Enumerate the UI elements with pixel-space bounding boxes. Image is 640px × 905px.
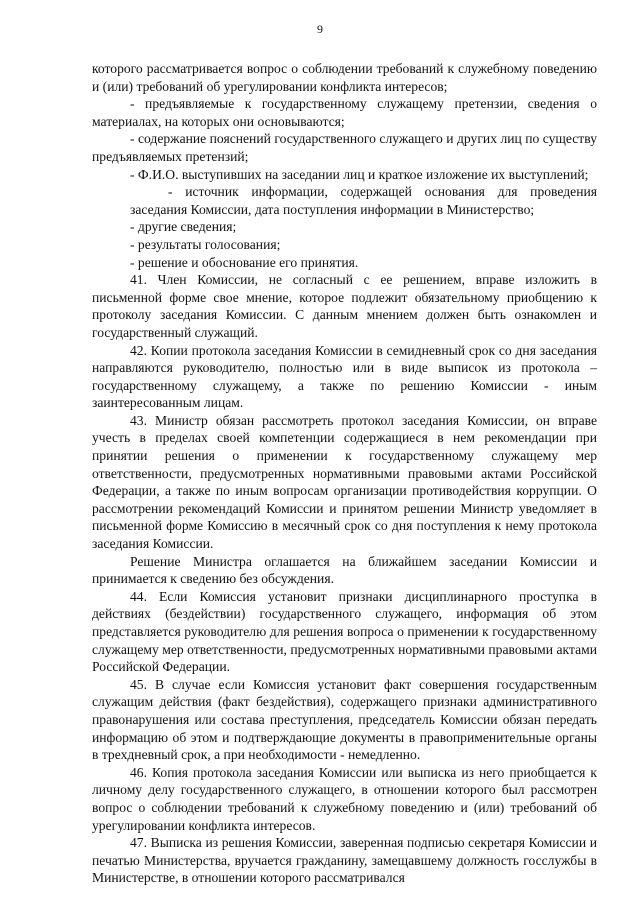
- paragraph-41: 41. Член Комиссии, не согласный с ее решением, вправе изложить в письменной форме свое мнение, которое подлежит обязательному приобщению к протоколу заседания Комиссии. С данным мнением должен быть ознакомлен и государственный служащий.: [92, 272, 597, 340]
- list-item-decision: - решение и обоснование его принятия.: [130, 254, 359, 270]
- paragraph-46: 46. Копия протокола заседания Комиссии или выписка из него приобщается к личному делу государственного служащего, в отношении которого был рассмотрен вопрос о соблюдении требований к служебному поведению и (или) требований об урегулировании конфликта интересов.: [92, 764, 597, 833]
- paragraph-42: 42. Копии протокола заседания Комиссии в семидневный срок со дня заседания направляются руководителю, полностью или в виде выписок из протокола – государственному служащему, а также по решению Комиссии - иным заинтересованным лицам.: [92, 342, 597, 411]
- list-item-speakers: - Ф.И.О. выступивших на заседании лиц и краткое изложение их выступлений;: [130, 166, 589, 182]
- list-item-claims: - предъявляемые к государственному служащему претензии, сведения о материалах, на которых они основываются;: [92, 96, 597, 129]
- list-item-explanations: - содержание пояснений государственного служащего и других лиц по существу предъявляемых претензий;: [92, 131, 597, 164]
- paragraph-44: 44. Если Комиссия установит признаки дисциплинарного проступка в действиях (бездействии) государственного служащего, информация об этом представляется руководителю для решения вопроса о применении к государственному служащему мер ответственности, предусмотренных нормативными правовыми актами Российской Федерации.: [92, 588, 597, 675]
- paragraph-continuation: которого рассматривается вопрос о соблюдении требований к служебному поведению и (или) требований об урегулировании конфликта интересов;: [92, 61, 597, 94]
- document-body: [92, 60, 597, 887]
- paragraph-47: 47. Выписка из решения Комиссии, заверенная подписью секретаря Комиссии и печатью Министерства, вручается гражданину, замещавшему должность госслужбы в Министерстве, в отношении которого рассматривался: [92, 835, 597, 886]
- page-number: 9: [317, 22, 323, 36]
- list-item-other-info: - другие сведения;: [130, 219, 237, 235]
- list-item-voting-results: - результаты голосования;: [130, 236, 281, 252]
- paragraph-43: 43. Министр обязан рассмотреть протокол заседания Комиссии, он вправе учесть в пределах своей компетенции содержащиеся в нем рекомендации при принятии решения о применении к государственному служащему мер ответственности, предусмотренных нормативными правовыми актами Российской Федерации, а также по иным вопросам организации противодействия коррупции. О рассмотрении рекомендаций Комиссии и принятом решении Министр уведомляет в письменной форме Комиссию в месячный срок со дня поступления к нему протокола заседания Комиссии.: [92, 412, 597, 552]
- paragraph-45: 45. В случае если Комиссия установит факт совершения государственным служащим действия (факт бездействия), содержащего признаки административного правонарушения или состава преступления, председатель Комиссии обязан передать информацию об этом и подтверждающие документы в правоприменительные органы в трехдневный срок, а при необходимости - немедленно.: [92, 676, 597, 763]
- list-item-information-source: - источник информации, содержащей основания для проведения заседания Комиссии, дата поступления информации в Министерство;: [130, 184, 597, 217]
- paragraph-43-decision: Решение Министра оглашается на ближайшем заседании Комиссии и принимается к сведению без обсуждения.: [92, 553, 597, 587]
